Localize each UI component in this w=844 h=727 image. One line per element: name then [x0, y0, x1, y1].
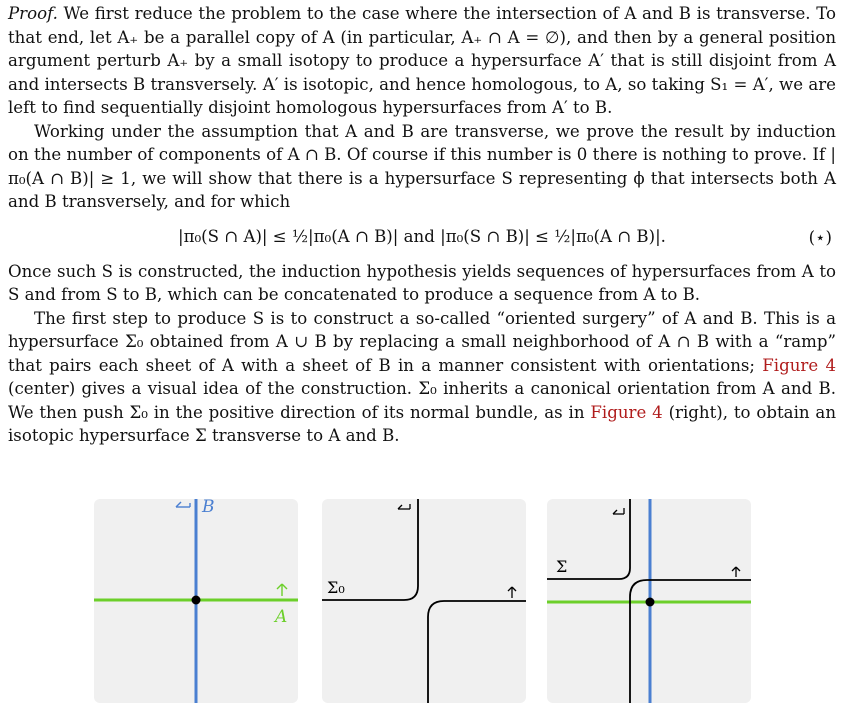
proof-text — [8, 2, 836, 448]
paragraph-4-part-c: (right), to obtain an isotopic hypersurface Σ transverse to A and B. — [8, 402, 837, 445]
paragraph-4-part-a: The first step to produce S is to construct a so-called “oriented surgery” of A and B. This is a hypersurface Σ₀ obtained from A ∪ B by replacing a small neighborhood of A ∩ B with a “ramp” that pairs each sheet of A with a sheet of B in a manner consistent with orientations; — [8, 308, 836, 375]
paragraph-4 — [8, 307, 836, 448]
label-B: B — [202, 499, 215, 517]
figure-panel-center — [322, 499, 526, 703]
paragraph-1 — [8, 2, 836, 120]
intersection-point — [192, 596, 201, 605]
figure-4 — [0, 499, 844, 704]
display-equation — [8, 214, 836, 260]
label-sigma: Σ — [556, 557, 568, 576]
label-sigma0: Σ₀ — [327, 578, 345, 597]
figure-4-link-2[interactable]: Figure 4 — [590, 402, 663, 422]
equation-tag: (⋆) — [808, 227, 832, 247]
equation-body: |π₀(S ∩ A)| ≤ ½|π₀(A ∩ B)| and |π₀(S ∩ B)| ≤ ½|π₀(A ∩ B)|. — [178, 226, 666, 246]
proof-lead: Proof. — [8, 4, 58, 23]
paragraph-2: Working under the assumption that A and B are transverse, we prove the result by induction on the number of components of A ∩ B. Of course if this number is 0 there is nothing to prove. If |π₀(A ∩ B)| ≥ 1, we will show that there is a hypersurface S representing ϕ that intersects both A and B transversely, and for which — [8, 121, 836, 211]
paragraph-4-part-b: (center) gives a visual idea of the construction. Σ₀ inherits a canonical orientation from A and B. We then push Σ₀ in the positive direction of its normal bundle, as in — [8, 379, 836, 422]
figure-4-link[interactable]: Figure 4 — [762, 355, 836, 375]
paragraph-1-text: We first reduce the problem to the case where the intersection of A and B is transverse. To that end, let A₊ be a parallel copy of A (in particular, A₊ ∩ A = ∅), and then by a general position argument perturb A₊ by a small isotopy to produce a hypersurface A′ that is still disjoint from A and intersects B transversely. A′ is isotopic, and hence homologous, to A, so taking S₁ = A′, we are left to find sequentially disjoint homologous hypersurfaces from A′ to B. — [8, 4, 836, 117]
label-A: A — [275, 607, 288, 627]
figure-panel-right — [547, 499, 751, 703]
figure-panel-left — [94, 499, 298, 703]
paragraph-3: Once such S is constructed, the induction hypothesis yields sequences of hypersurfaces from A to S and from S to B, which can be concatenated to produce a sequence from A to B. — [8, 261, 836, 304]
intersection-point — [646, 598, 655, 607]
